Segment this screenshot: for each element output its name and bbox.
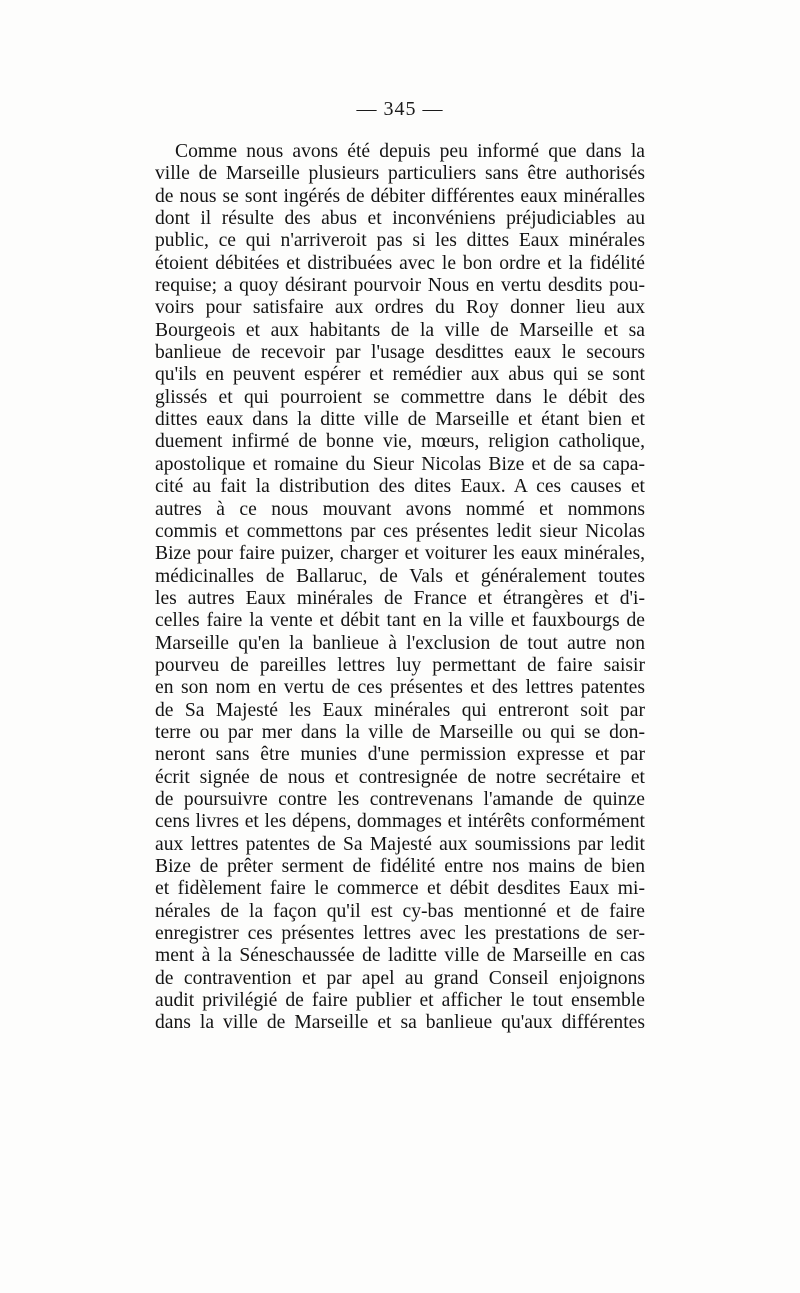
text-line: autres à ce nous mouvant avons nommé et nommons — [155, 498, 645, 520]
text-line: duement infirmé de bonne vie, mœurs, religion catholique, — [155, 431, 645, 453]
text-line: de poursuivre contre les contrevenans l'amande de quinze — [155, 788, 645, 810]
text-line: étoient débitées et distribuées avec le bon ordre et la fidélité — [155, 252, 645, 274]
text-line: neront sans être munies d'une permission expresse et par — [155, 744, 645, 766]
text-line: glissés et qui pourroient se commettre dans le débit des — [155, 386, 645, 408]
text-line: Comme nous avons été depuis peu informé que dans la — [175, 141, 645, 162]
text-line: les autres Eaux minérales de France et étrangères et d'i- — [155, 587, 645, 609]
text-line: enregistrer ces présentes lettres avec les prestations de ser- — [155, 923, 645, 945]
text-line: requise; a quoy désirant pourvoir Nous en vertu desdits pou- — [155, 275, 645, 297]
text-line: voirs pour satisfaire aux ordres du Roy donner lieu aux — [155, 297, 645, 319]
text-line: cens livres et les dépens, dommages et intérêts conformément — [155, 811, 645, 833]
text-line: ville de Marseille plusieurs particuliers sans être authorisés — [155, 163, 645, 185]
page-number: — 345 — — [356, 98, 444, 120]
text-line: Bize de prêter serment de fidélité entre nos mains de bien — [155, 856, 645, 877]
text-line: écrit signée de nous et contresignée de notre secrétaire et — [155, 766, 645, 788]
text-line: public, ce qui n'arriveroit pas si les dittes Eaux minérales — [155, 230, 645, 252]
text-line: dittes eaux dans la ditte ville de Marseille et étant bien et — [155, 409, 645, 431]
text-line: de Sa Majesté les Eaux minérales qui entreront soit par — [155, 699, 645, 721]
text-line: médicinalles de Ballaruc, de Vals et généralement toutes — [155, 565, 645, 587]
text-line: en son nom en vertu de ces présentes et des lettres patentes — [155, 677, 645, 699]
text-line: terre ou par mer dans la ville de Marseille ou qui se don- — [155, 721, 645, 743]
text-line: Bize pour faire puizer, charger et voiturer les eaux minérales, — [155, 543, 645, 565]
text-line: banlieue de recevoir par l'usage desdittes eaux le secours — [155, 342, 645, 364]
text-line: pourveu de pareilles lettres luy permettant de faire saisir — [155, 654, 645, 676]
text-line: apostolique et romaine du Sieur Nicolas Bize et de sa capa- — [155, 453, 645, 475]
text-line: dont il résulte des abus et inconvéniens préjudiciables au — [155, 208, 645, 230]
text-line: de nous se sont ingérés de débiter différentes eaux minéralles — [155, 185, 645, 207]
text-line: ment à la Séneschaussée de laditte ville de Marseille en cas — [155, 945, 645, 967]
text-line: de contravention et par apel au grand Conseil enjoignons — [155, 967, 645, 989]
text-line: celles faire la vente et débit tant en la ville et fauxbourgs de — [155, 610, 645, 632]
text-line: qu'ils en peuvent espérer et remédier aux abus qui se sont — [155, 364, 645, 386]
body-paragraph — [155, 141, 645, 1035]
text-line: aux lettres patentes de Sa Majesté aux soumissions par ledit — [155, 833, 645, 855]
text-line: cité au fait la distribution des dites Eaux. A ces causes et — [155, 476, 645, 498]
text-line: commis et commettons par ces présentes ledit sieur Nicolas — [155, 520, 645, 542]
text-line: Bourgeois et aux habitants de la ville de Marseille et sa — [155, 319, 645, 341]
text-line: et fidèlement faire le commerce et débit desdites Eaux mi- — [155, 878, 645, 900]
text-line: audit privilégié de faire publier et afficher le tout ensemble — [155, 990, 645, 1012]
text-line: nérales de la façon qu'il est cy-bas mentionné et de faire — [155, 900, 645, 922]
text-line: Marseille qu'en la banlieue à l'exclusion de tout autre non — [155, 632, 645, 654]
text-line: dans la ville de Marseille et sa banlieue qu'aux différentes — [155, 1012, 645, 1034]
